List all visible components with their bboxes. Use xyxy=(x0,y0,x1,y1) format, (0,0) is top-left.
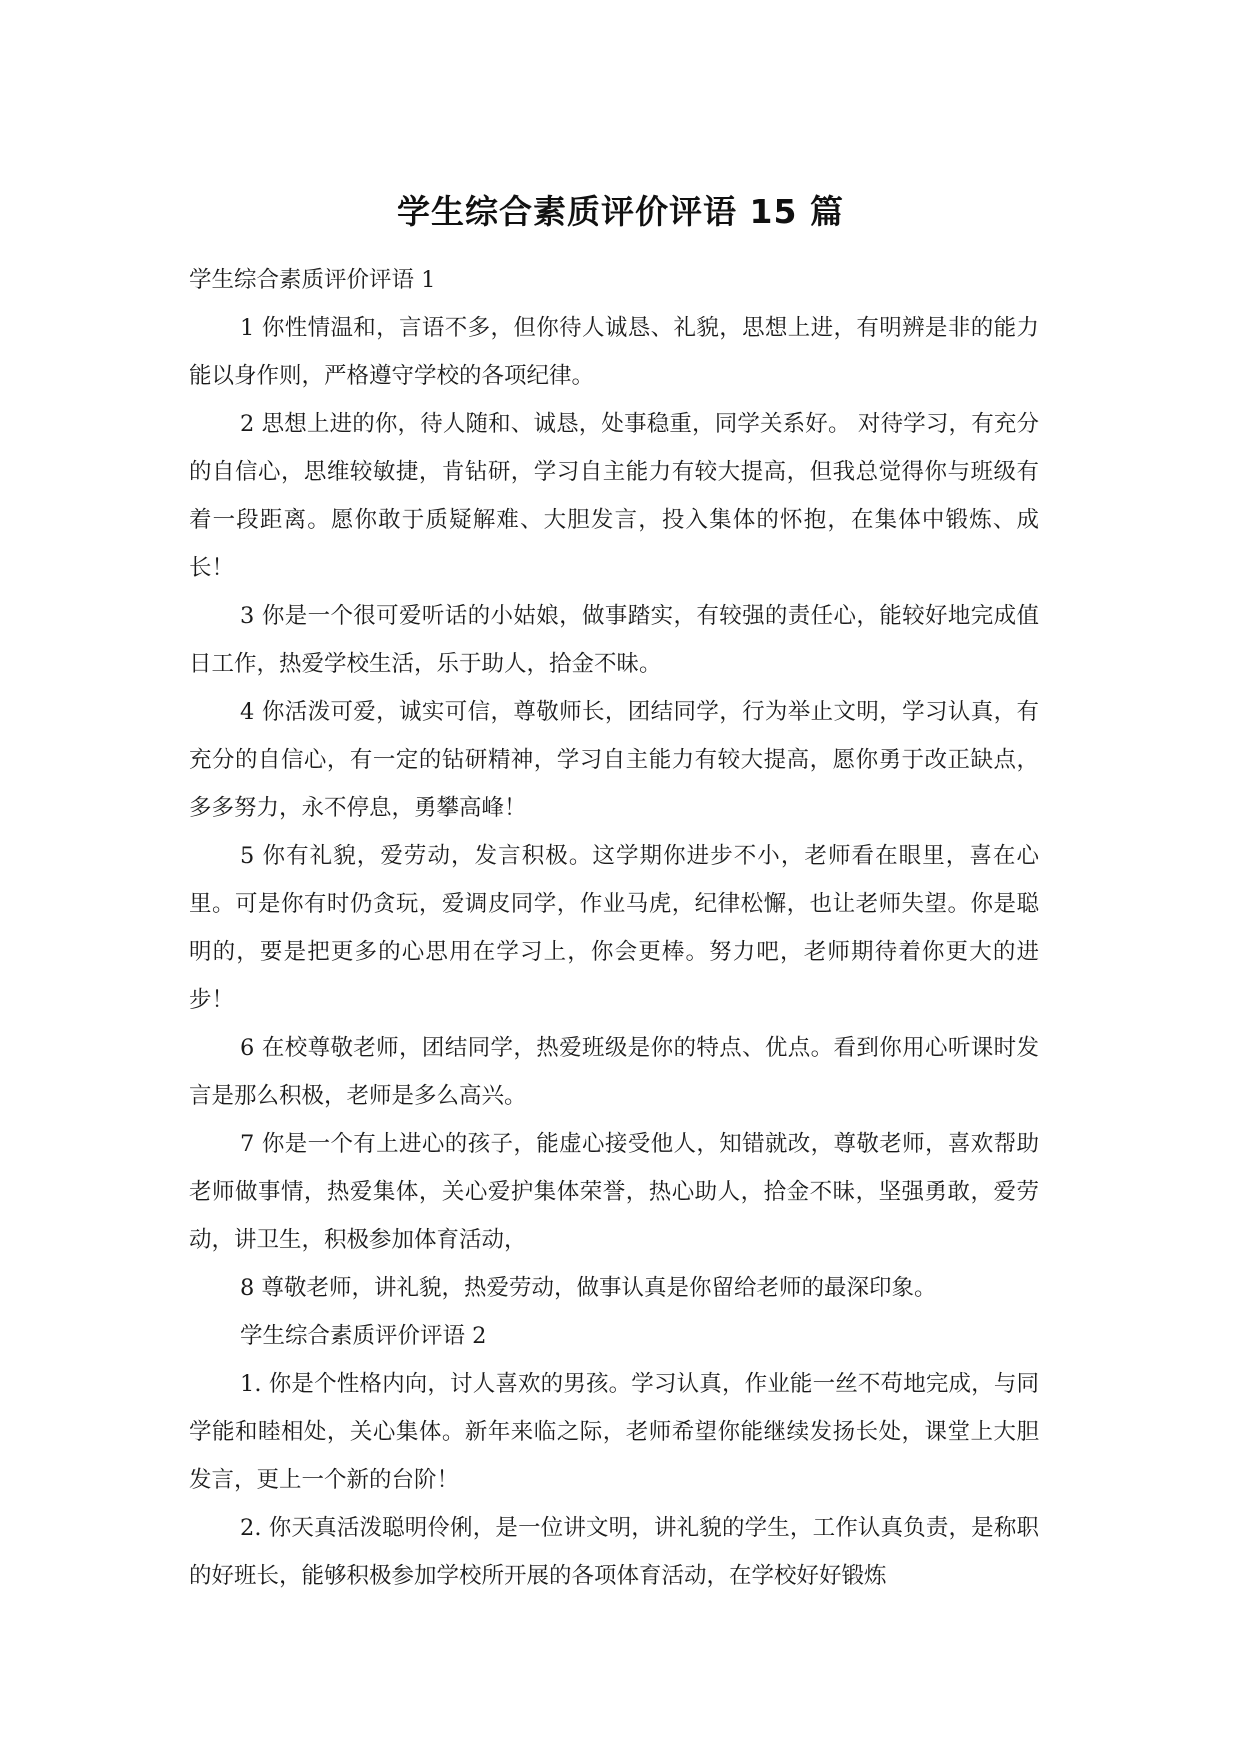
comment-paragraph: 4 你活泼可爱，诚实可信，尊敬师长，团结同学，行为举止文明，学习认真，有充分的自信心，有一定的钻研精神，学习自主能力有较大提高，愿你勇于改正缺点，多多努力，永不停息，勇攀高峰！ xyxy=(189,699,1039,821)
section-heading: 学生综合素质评价评语 1 xyxy=(189,267,436,293)
comment-paragraph: 1 你性情温和，言语不多，但你待人诚恳、礼貌，思想上进，有明辨是非的能力能以身作则，严格遵守学校的各项纪律。 xyxy=(189,315,1039,389)
comment-paragraph: 7 你是一个有上进心的孩子，能虚心接受他人，知错就改，尊敬老师，喜欢帮助老师做事情，热爱集体，关心爱护集体荣誉，热心助人，拾金不昧，坚强勇敢，爱劳动，讲卫生，积极参加体育活动， xyxy=(189,1131,1039,1253)
comment-paragraph: 6 在校尊敬老师，团结同学，热爱班级是你的特点、优点。看到你用心听课时发言是那么积极，老师是多么高兴。 xyxy=(189,1035,1039,1109)
comment-paragraph: 3 你是一个很可爱听话的小姑娘，做事踏实，有较强的责任心，能较好地完成值日工作，热爱学校生活，乐于助人，拾金不昧。 xyxy=(189,603,1039,677)
comment-paragraph: 2 思想上进的你，待人随和、诚恳，处事稳重，同学关系好。 对待学习，有充分的自信心，思维较敏捷，肯钻研，学习自主能力有较大提高，但我总觉得你与班级有着一段距离。愿你敢于质疑解难、大胆发言，投入集体的怀抱，在集体中锻炼、成长！ xyxy=(189,411,1039,581)
comment-paragraph: 5 你有礼貌，爱劳动，发言积极。这学期你进步不小，老师看在眼里，喜在心里。可是你有时仍贪玩，爱调皮同学，作业马虎，纪律松懈，也让老师失望。你是聪明的，要是把更多的心思用在学习上，你会更棒。努力吧，老师期待着你更大的进步！ xyxy=(189,843,1039,1013)
document-body xyxy=(189,256,1039,1600)
document-title: 学生综合素质评价评语 15 篇 xyxy=(397,192,844,231)
comment-paragraph: 8 尊敬老师，讲礼貌，热爱劳动，做事认真是你留给老师的最深印象。 xyxy=(240,1275,937,1301)
comment-paragraph: 2. 你天真活泼聪明伶俐，是一位讲文明，讲礼貌的学生，工作认真负责，是称职的好班长，能够积极参加学校所开展的各项体育活动，在学校好好锻炼 xyxy=(189,1515,1039,1589)
section-heading: 学生综合素质评价评语 2 xyxy=(240,1323,487,1349)
comment-paragraph: 1. 你是个性格内向，讨人喜欢的男孩。学习认真，作业能一丝不苟地完成，与同学能和睦相处，关心集体。新年来临之际，老师希望你能继续发扬长处，课堂上大胆发言，更上一个新的台阶！ xyxy=(189,1371,1039,1493)
